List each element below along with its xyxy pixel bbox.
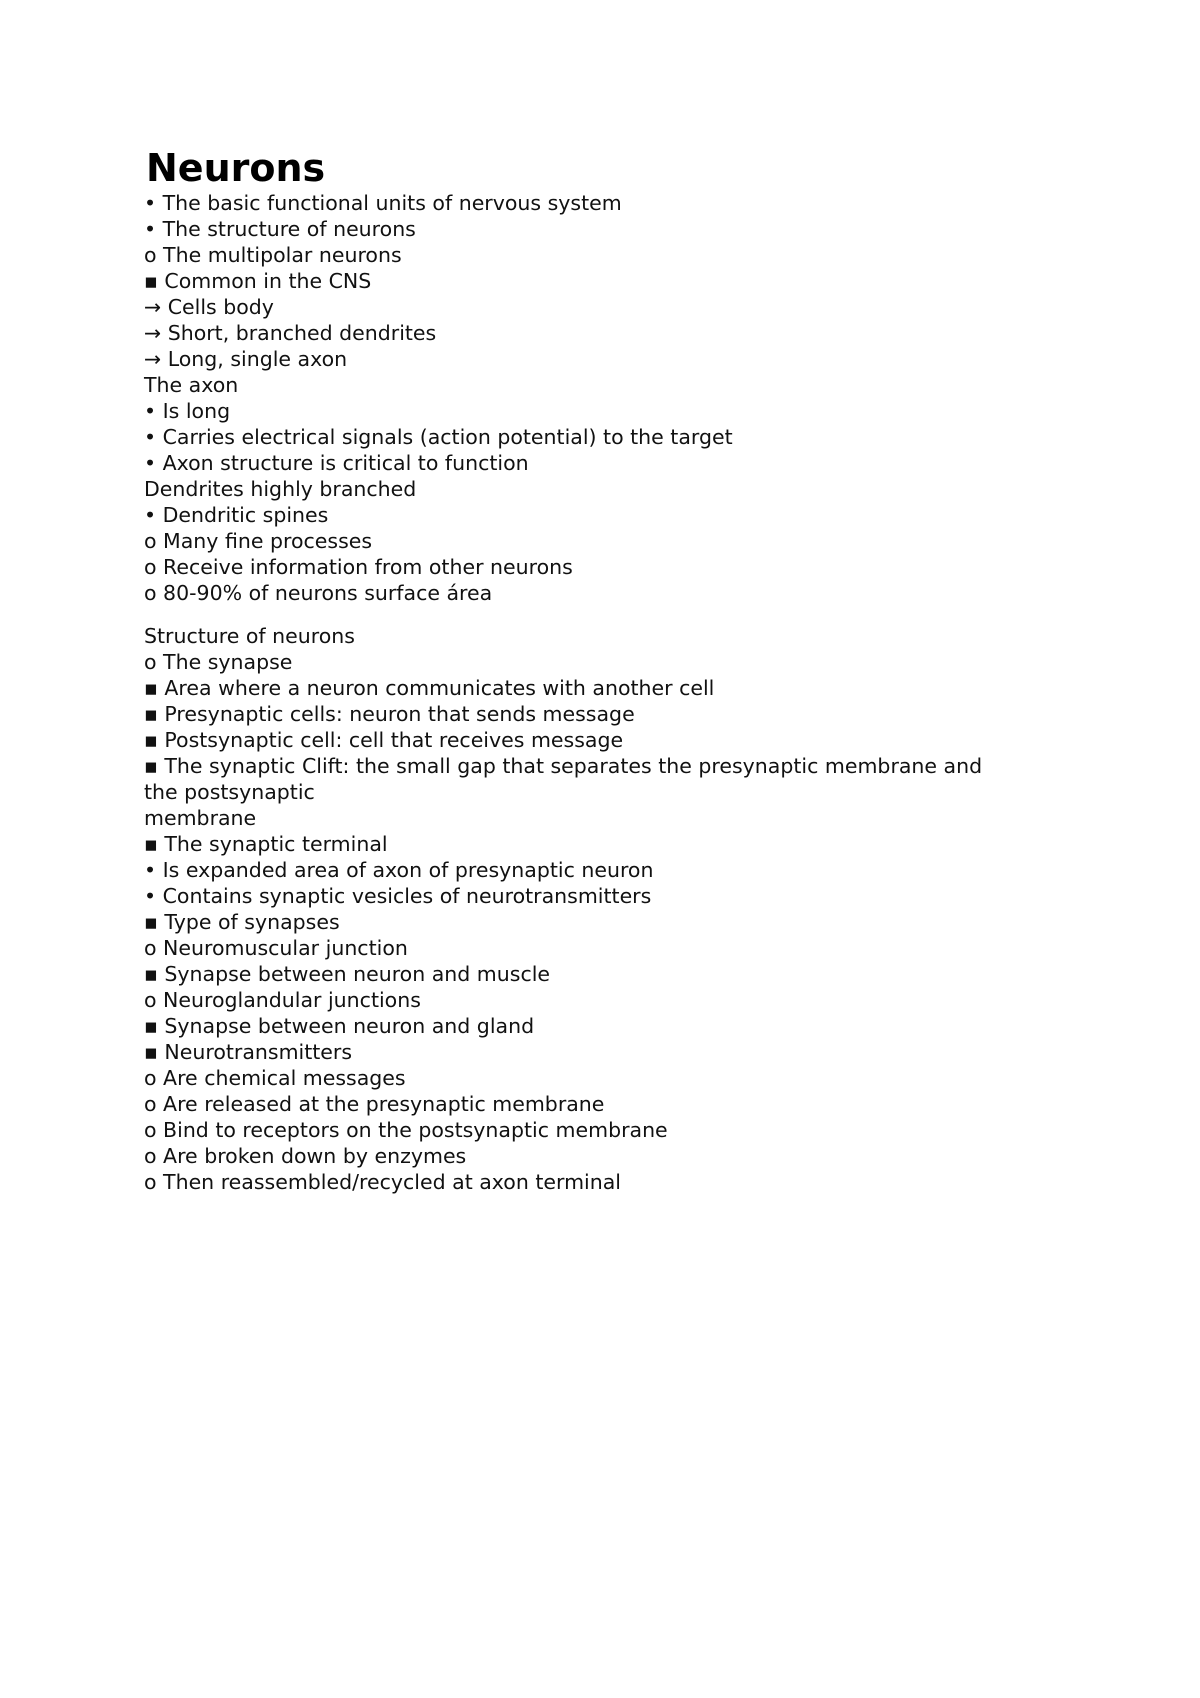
text-line: ▪ Presynaptic cells: neuron that sends message [144,702,635,726]
text-line: ▪ Neurotransmitters [144,1040,353,1064]
text-line: o The multipolar neurons [144,243,402,267]
text-line: • Is long [144,399,231,423]
text-line: → Cells body [144,295,274,319]
text-line: • Is expanded area of axon of presynaptic neuron [144,858,654,882]
text-line: o Then reassembled/recycled at axon terminal [144,1170,621,1194]
document-title: Neurons [146,146,326,190]
text-line: o Neuroglandular junctions [144,988,421,1012]
text-line: ▪ Synapse between neuron and muscle [144,962,551,986]
text-line: ▪ Synapse between neuron and gland [144,1014,535,1038]
text-line: o Neuromuscular junction [144,936,408,960]
text-line: o The synapse [144,650,293,674]
text-line: ▪ Common in the CNS [144,269,372,293]
text-line: ▪ Area where a neuron communicates with another cell [144,676,715,700]
text-line: Dendrites highly branched [144,477,417,501]
text-line: o 80-90% of neurons surface área [144,581,493,605]
text-line: • The structure of neurons [144,217,416,241]
text-line: • The basic functional units of nervous system [144,191,622,215]
text-line: membrane [144,806,257,830]
text-line: the postsynaptic [144,780,315,804]
text-line: ▪ Postsynaptic cell: cell that receives message [144,728,624,752]
text-line: → Short, branched dendrites [144,321,437,345]
document-content [144,146,1084,1195]
text-line: o Are released at the presynaptic membrane [144,1092,605,1116]
text-line: The axon [144,373,239,397]
text-line: o Bind to receptors on the postsynaptic membrane [144,1118,668,1142]
text-line: • Contains synaptic vesicles of neurotransmitters [144,884,652,908]
text-line: • Dendritic spines [144,503,329,527]
text-line: o Are broken down by enzymes [144,1144,467,1168]
text-line: o Are chemical messages [144,1066,406,1090]
text-line: o Many fine processes [144,529,373,553]
text-line: ▪ The synaptic Clift: the small gap that separates the presynaptic membrane and [144,754,983,778]
text-line: → Long, single axon [144,347,348,371]
text-line: Structure of neurons [144,624,355,648]
text-line: • Axon structure is critical to function [144,451,529,475]
text-line: o Receive information from other neurons [144,555,573,579]
text-line: ▪ The synaptic terminal [144,832,388,856]
text-line: ▪ Type of synapses [144,910,340,934]
text-line: • Carries electrical signals (action potential) to the target [144,425,733,449]
text-lines [144,190,1084,1195]
